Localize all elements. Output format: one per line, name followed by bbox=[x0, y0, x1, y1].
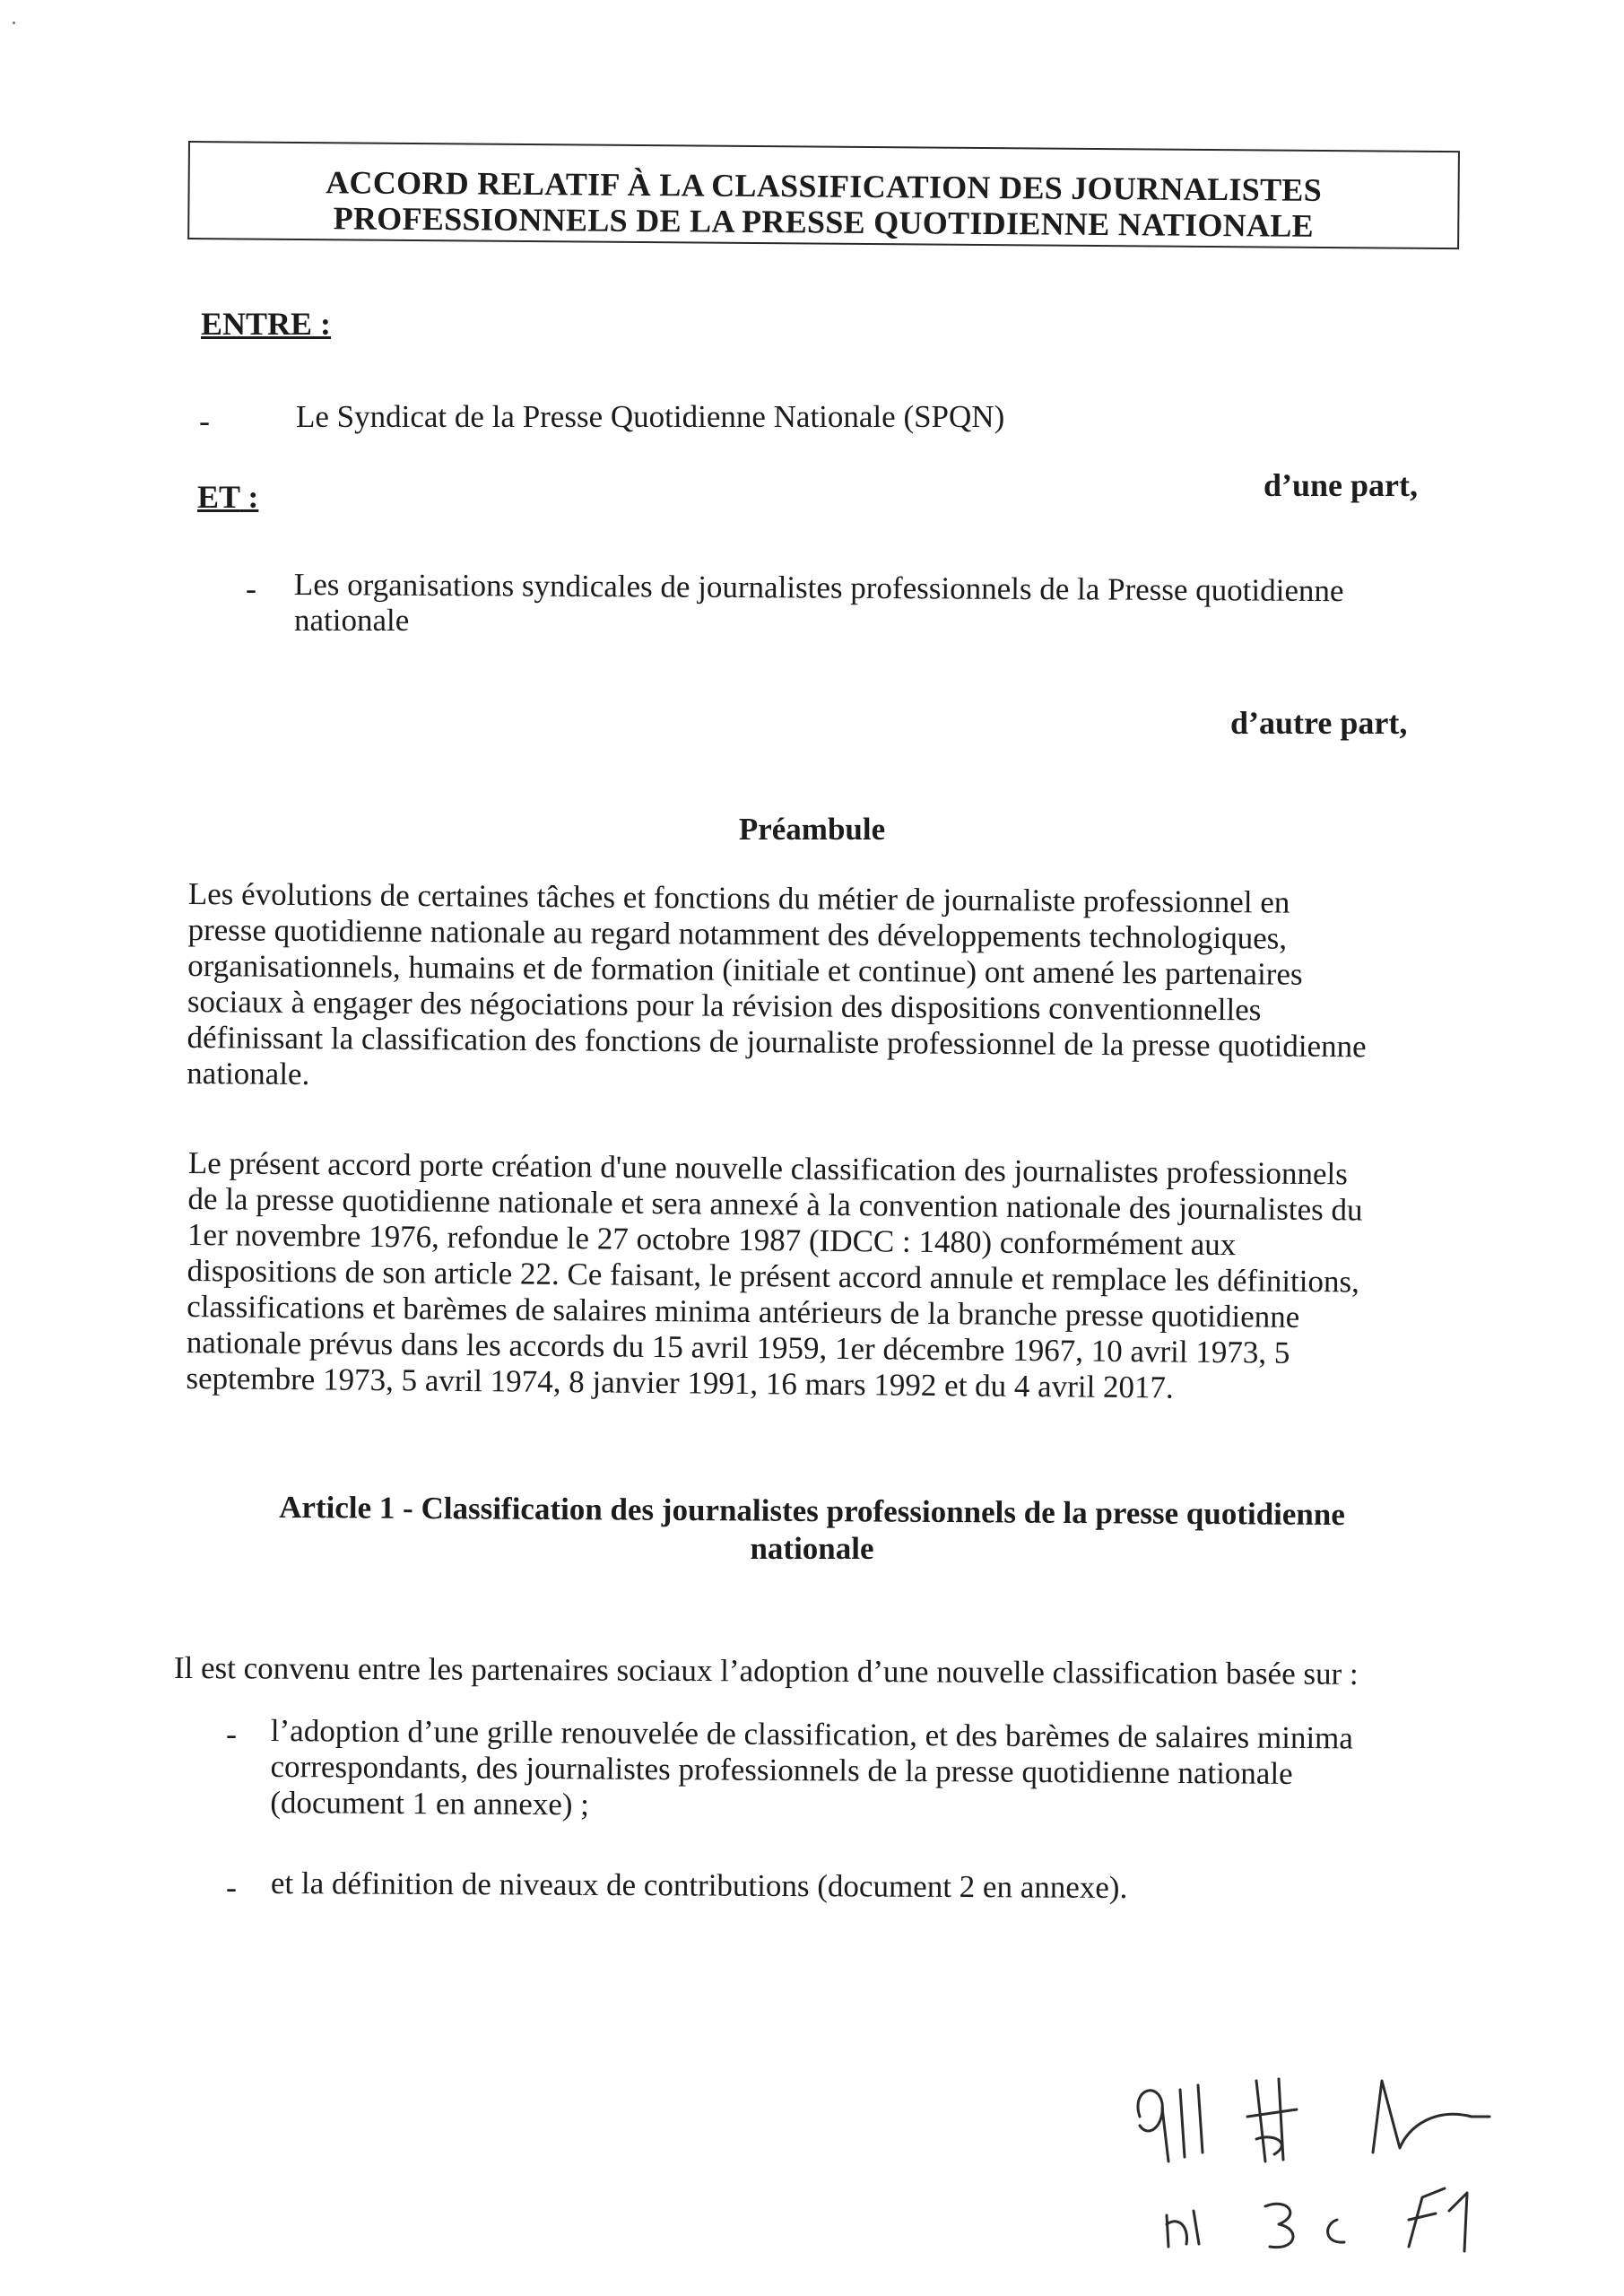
preambule-paragraph-1 bbox=[187, 876, 1435, 1101]
article1-heading-line-1: Article 1 - Classification des journalistes professionnels de la presse quotidienne bbox=[279, 1489, 1345, 1533]
article1-bullet-1 bbox=[270, 1713, 1417, 1829]
party2-line-2: nationale bbox=[294, 603, 410, 638]
preambule-paragraph-2 bbox=[186, 1145, 1426, 1408]
et-label bbox=[197, 478, 258, 516]
scan-speck bbox=[13, 22, 15, 24]
para2-line: nationale prévus dans les accords du 15 avril 1959, 1er décembre 1967, 10 avril 1973, 5 bbox=[186, 1324, 1290, 1370]
et-colon: : bbox=[239, 479, 259, 515]
entre-label bbox=[201, 305, 331, 343]
title-line-2: PROFESSIONNELS DE LA PRESSE QUOTIDIENNE NATIONALE bbox=[333, 200, 1315, 244]
bullet1-line: correspondants, des journalistes professionnels de la presse quotidienne nationale bbox=[270, 1748, 1293, 1791]
para1-line: définissant la classification des fonctions de journaliste professionnel de la presse quotidienne bbox=[187, 1019, 1367, 1065]
para2-line: classifications et barèmes de salaires minima antérieurs de la branche presse quotidienne bbox=[187, 1288, 1300, 1335]
bullet1-line: (document 1 en annexe) ; bbox=[270, 1784, 590, 1822]
handwritten-initials-signature bbox=[1113, 2054, 1543, 2260]
para2-line: septembre 1973, 5 avril 1974, 8 janvier 1991, 16 mars 1992 et du 4 avril 2017. bbox=[186, 1360, 1174, 1405]
autre-part: d’autre part, bbox=[1230, 705, 1408, 741]
et-text: ET bbox=[197, 479, 240, 515]
para1-line: Les évolutions de certaines tâches et fonctions du métier de journaliste professionnel en bbox=[187, 876, 1290, 920]
article1-intro: Il est convenu entre les partenaires sociaux l’adoption d’une nouvelle classification basée sur : bbox=[173, 1650, 1359, 1692]
party2-dash: - bbox=[246, 570, 256, 606]
title-box bbox=[187, 141, 1460, 249]
une-part: d’une part, bbox=[1264, 467, 1419, 503]
para1-line: nationale. bbox=[187, 1055, 310, 1092]
preambule-heading: Préambule bbox=[738, 812, 886, 847]
para2-line: de la presse quotidienne nationale et sera annexé à la convention nationale des journalistes du bbox=[187, 1180, 1363, 1228]
para2-line: Le présent accord porte création d'une nouvelle classification des journalistes professionnels bbox=[187, 1145, 1349, 1192]
para1-line: organisationnels, humains et de formation (initiale et continue) ont amené les partenaires bbox=[187, 947, 1303, 992]
para2-line: dispositions de son article 22. Ce faisant, le présent accord annule et remplace les définitions, bbox=[187, 1252, 1360, 1300]
bullet1-line: l’adoption d’une grille renouvelée de classification, et des barèmes de salaires minima bbox=[270, 1713, 1354, 1756]
entre-text: ENTRE bbox=[201, 306, 313, 342]
bullet2-dash: - bbox=[226, 1869, 237, 1905]
article1-bullet-2: et la définition de niveaux de contributions (document 2 en annexe). bbox=[270, 1866, 1128, 1906]
party1-name: Le Syndicat de la Presse Quotidienne Nationale (SPQN) bbox=[296, 399, 1005, 434]
para1-line: presse quotidienne nationale au regard notamment des développements technologiques, bbox=[187, 911, 1288, 956]
article1-heading-line-2: nationale bbox=[750, 1531, 874, 1566]
title-line-1: ACCORD RELATIF À LA CLASSIFICATION DES JOURNALISTES bbox=[326, 164, 1323, 208]
entre-colon: : bbox=[312, 306, 332, 342]
bullet1-dash: - bbox=[226, 1716, 237, 1752]
para2-line: 1er novembre 1976, refondue le 27 octobre 1987 (IDCC : 1480) conformément aux bbox=[187, 1216, 1237, 1263]
party1-dash: - bbox=[199, 403, 210, 439]
party2-line-1: Les organisations syndicales de journalistes professionnels de la Presse quotidienne bbox=[293, 567, 1344, 609]
para1-line: sociaux à engager des négociations pour la révision des dispositions conventionnelles bbox=[187, 983, 1262, 1028]
